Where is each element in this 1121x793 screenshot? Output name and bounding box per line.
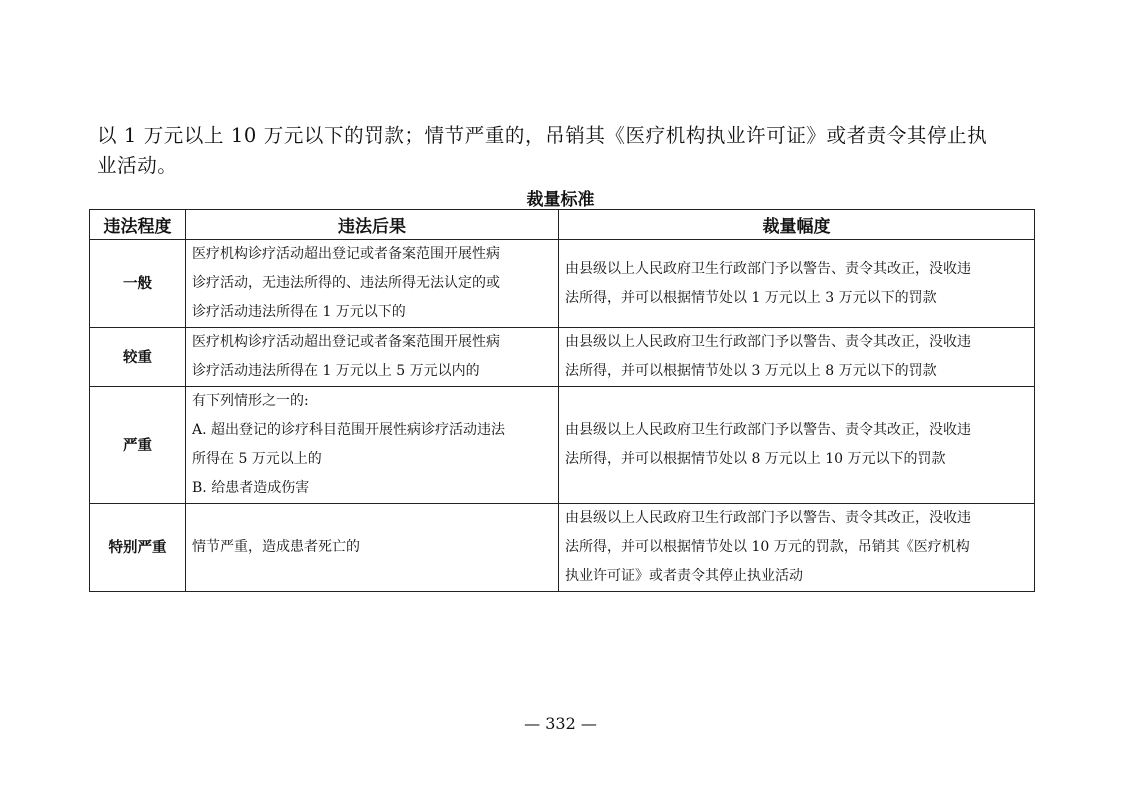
table-row: [90, 328, 1035, 387]
range-cell: [559, 387, 1035, 504]
cell-line: 所得在 5 万元以上的: [192, 451, 322, 467]
level-cell: 严重: [90, 387, 186, 504]
cell-line: 医疗机构诊疗活动超出登记或者备案范围开展性病: [192, 334, 500, 350]
cell-line: B. 给患者造成伤害: [192, 480, 310, 496]
table-header-row: [90, 210, 1035, 240]
table-caption: 裁量标准: [526, 190, 595, 210]
page-number: — 332 —: [524, 714, 597, 733]
table-row: [90, 387, 1035, 504]
discretion-standard-table: [89, 209, 1035, 592]
consequence-cell: [186, 387, 559, 504]
header-violation-level: 违法程度: [90, 210, 186, 240]
level-cell: 较重: [90, 328, 186, 387]
consequence-cell: [186, 240, 559, 328]
intro-paragraph: [97, 121, 1032, 181]
cell-line: 情节严重，造成患者死亡的: [192, 539, 360, 555]
cell-line: 法所得，并可以根据情节处以 10 万元的罚款，吊销其《医疗机构: [565, 539, 970, 555]
table-row: [90, 240, 1035, 328]
cell-line: A. 超出登记的诊疗科目范围开展性病诊疗活动违法: [192, 422, 506, 438]
cell-line: 诊疗活动违法所得在 1 万元以下的: [192, 304, 406, 320]
level-cell: 特别严重: [90, 504, 186, 592]
cell-line: 法所得，并可以根据情节处以 1 万元以上 3 万元以下的罚款: [565, 289, 937, 306]
cell-line: 由县级以上人民政府卫生行政部门予以警告、责令其改正，没收违: [565, 334, 971, 350]
range-cell: [559, 328, 1035, 387]
cell-line: 有下列情形之一的:: [192, 393, 309, 409]
cell-line: 诊疗活动违法所得在 1 万元以上 5 万元以内的: [192, 363, 480, 379]
consequence-cell: [186, 504, 559, 592]
cell-line: 诊疗活动，无违法所得的、违法所得无法认定的或: [192, 275, 500, 291]
table-row: [90, 504, 1035, 592]
cell-line: 由县级以上人民政府卫生行政部门予以警告、责令其改正，没收违: [565, 260, 971, 277]
header-violation-consequence: 违法后果: [186, 210, 559, 240]
cell-line: 法所得，并可以根据情节处以 3 万元以上 8 万元以下的罚款: [565, 363, 937, 379]
intro-line: 业活动。: [97, 154, 178, 177]
cell-line: 法所得，并可以根据情节处以 8 万元以上 10 万元以下的罚款: [565, 451, 946, 467]
intro-line: 以 1 万元以上 10 万元以下的罚款；情节严重的，吊销其《医疗机构执业许可证》或者责令其停止执: [97, 124, 988, 147]
cell-line: 医疗机构诊疗活动超出登记或者备案范围开展性病: [192, 246, 500, 262]
consequence-cell: [186, 328, 559, 387]
cell-line: 由县级以上人民政府卫生行政部门予以警告、责令其改正，没收违: [565, 510, 971, 526]
cell-line: 由县级以上人民政府卫生行政部门予以警告、责令其改正，没收违: [565, 422, 971, 438]
range-cell: [559, 504, 1035, 592]
header-discretion-range: 裁量幅度: [559, 210, 1035, 240]
level-cell: 一般: [90, 240, 186, 328]
range-cell: [559, 240, 1035, 328]
cell-line: 执业许可证》或者责令其停止执业活动: [565, 568, 803, 584]
